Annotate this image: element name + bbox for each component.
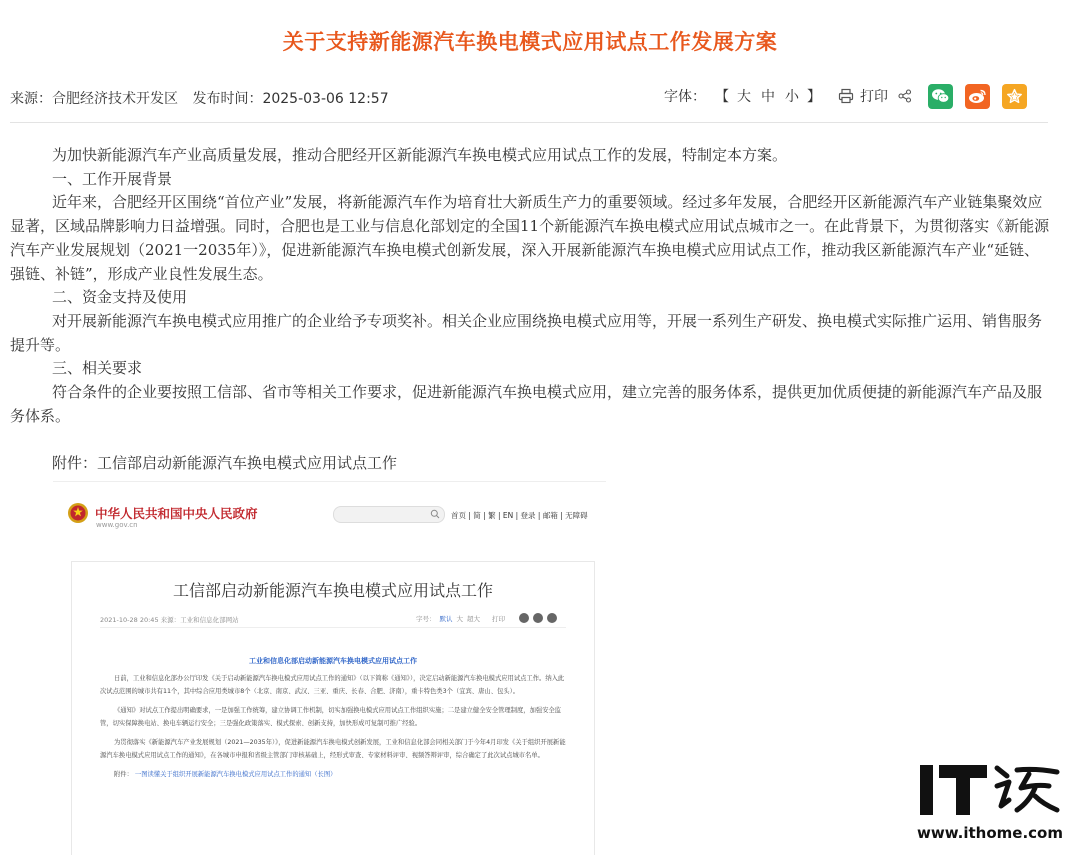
gov-print[interactable]: 打印 [492,614,505,623]
favorite-button[interactable] [1002,84,1027,109]
gov-nav-links[interactable]: 首页 | 简 | 繁 | EN | 登录 | 邮箱 | 无障碍 [451,511,588,520]
paragraph-funding: 对开展新能源汽车换电模式应用推广的企业给予专项奖补。相关企业应围绕换电模式应用等，开展一系列生产研发、换电模式实际推广运用、销售服务提升等。 [10,311,1043,354]
weibo-share-button[interactable] [965,84,990,109]
wechat-icon [931,88,950,104]
bracket-close: 】 [807,89,821,105]
bracket-open: 【 [715,89,729,105]
gov-attachment [100,768,566,781]
paragraph-background: 近年来，合肥经开区围绕“首位产业”发展，将新能源汽车作为培育壮大新质生产力的重要领域。经过多年发展，合肥经开区新能源汽车产业链集聚效应显著，区域品牌影响力日益增强。同时，合肥也是工业与信息化部划定的全国11个新能源汽车换电模式应用试点城市之一。在此背景下，为贯彻落实《新能源汽车产业发展规划（2021一2035年）》，促进新能源汽车换电模式创新发展，深入开展新能源汽车换电模式应用试点工作，推动我区新能源汽车产业“延链、强链、补链”，形成产业良性发展生态。 [10,193,1050,283]
gov-paragraph: 为贯彻落实《新能源汽车产业发展规划（2021—2035年）》，促进新能源汽车换电模式创新发展，工业和信息化部会同相关部门于今年4月印发《关于组织开展新能源汽车换电模式应用试点工作的通知》，在各城市申报和省级主管部门审核基础上，经形式审查、专家材料评审、视频答辩评审，综合确定了此次试点城市名单。 [100,739,566,759]
gov-site-name: 中华人民共和国中央人民政府 [95,506,258,521]
article-title: 关于支持新能源汽车换电模式应用试点工作发展方案 [282,30,778,54]
gov-attachment-link[interactable]: 一图读懂关于组织开展新能源汽车换电模式应用试点工作的通知（长图） [134,771,337,778]
publish-time: 发布时间：2025-03-06 12:57 [192,91,389,107]
gov-article-subtitle: 工业和信息化部启动新能源汽车换电模式应用试点工作 [249,657,417,665]
gov-font-label: 字号： [416,614,436,623]
ithome-url: www.ithome.com [917,824,1063,842]
gov-article-card [71,561,595,855]
gov-paragraph: 日前，工业和信息化部办公厅印发《关于启动新能源汽车换电模式应用试点工作的通知》（以下简称《通知》），决定启动新能源汽车换电模式应用试点工作。纳入此次试点范围的城市共有11个，其中综合应用类城市8个（北京、南京、武汉、三亚、重庆、长春、合肥、济南），重卡特色类3个（宜宾、唐山、包头）。 [100,675,565,695]
search-icon [430,509,440,519]
paragraph-requirements: 符合条件的企业要按照工信部、省市等相关工作要求，促进新能源汽车换电模式应用，建立完善的服务体系，提供更加优质便捷的新能源汽车产品及服务体系。 [10,383,1043,425]
ithome-logo [917,760,1063,820]
national-emblem-icon [67,502,89,524]
gov-weibo-icon[interactable] [547,613,557,623]
font-small-button[interactable]: 小 [785,89,799,105]
header-divider [10,122,1048,123]
gov-article-title: 工信部启动新能源汽车换电模式应用试点工作 [172,581,493,600]
gov-site-url: www.gov.cn [96,521,138,529]
gov-article-tools [416,613,557,623]
ithome-watermark [917,760,1063,845]
article-toolbar [664,82,1027,110]
source-text: 来源：合肥经济技术开发区 [10,91,178,107]
gov-share-icon[interactable] [519,613,529,623]
gov-divider [100,627,566,628]
print-icon [838,88,854,104]
gov-font-huge[interactable]: 超大 [467,614,480,623]
gov-wechat-icon[interactable] [533,613,543,623]
attachment-caption: 附件：工信部启动新能源汽车换电模式应用试点工作 [52,454,398,473]
print-button[interactable] [838,86,888,106]
article-meta [10,88,399,108]
gov-paragraph: 《通知》对试点工作提出明确要求，一是加强工作统筹，建立协调工作机制，切实加强换电模式应用试点工作组织实施；二是建立健全安全管理制度，加强安全监管，切实保障换电站、换电车辆运行安全；三是强化政策落实、模式探索、创新支持，加快形成可复制可推广经验。 [100,707,562,727]
gov-article-meta: 2021-10-28 20:45 来源：工业和信息化部网站 [100,616,239,624]
section-heading-3: 三、相关要求 [52,359,143,378]
star-icon [1006,88,1023,105]
print-label: 打印 [860,89,888,105]
font-large-button[interactable]: 大 [737,89,751,105]
wechat-share-button[interactable] [928,84,953,109]
gov-search-input[interactable] [333,506,445,523]
share-icon[interactable] [898,89,912,103]
section-heading-1: 一、工作开展背景 [52,169,173,188]
paragraph-intro: 为加快新能源汽车产业高质量发展，推动合肥经开区新能源汽车换电模式应用试点工作的发展，特制定本方案。 [52,146,788,164]
gov-site-header [53,482,606,542]
gov-attachment-label: 附件： [114,771,133,778]
paragraph-gap [10,428,1050,452]
article-body [10,144,1050,476]
gov-font-default[interactable]: 默认 [439,614,453,623]
gov-article-body [100,672,566,787]
font-size-label: 字体： [664,89,706,105]
attachment-screenshot [53,481,606,855]
gov-font-big[interactable]: 大 [456,614,463,623]
weibo-icon [968,88,987,104]
font-medium-button[interactable]: 中 [761,89,775,105]
section-heading-2: 二、资金支持及使用 [52,288,188,307]
